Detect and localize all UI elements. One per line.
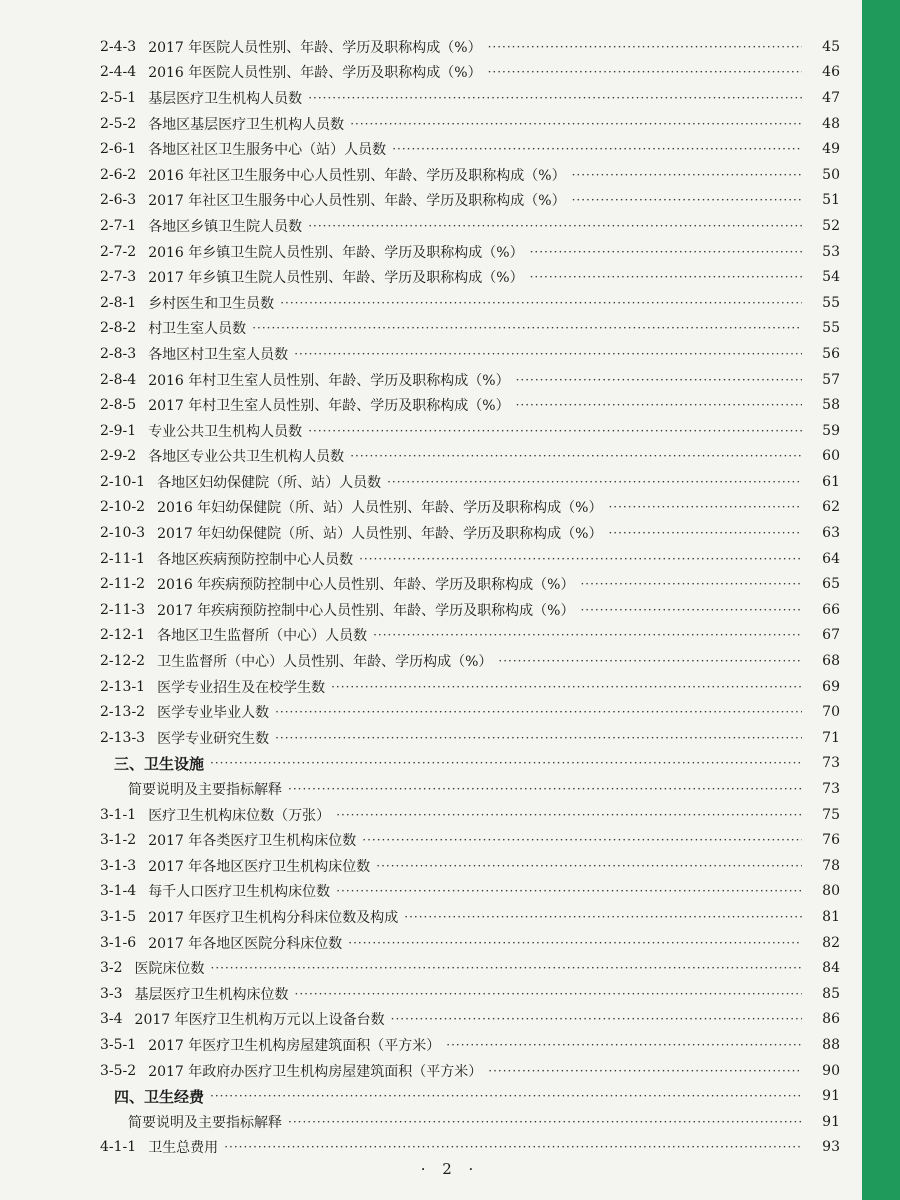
toc-entry-title: 各地区基层医疗卫生机构人员数	[148, 116, 345, 133]
toc-entry[interactable]	[100, 1032, 840, 1058]
toc-page-number: 63	[822, 525, 840, 542]
toc-entry[interactable]	[100, 802, 840, 828]
dot-leader	[530, 245, 802, 259]
toc-entry-title: 2016 年乡镇卫生院人员性别、年龄、学历及职称构成（%）	[148, 244, 524, 261]
dot-leader	[308, 424, 802, 438]
toc-entry-number: 2-4-3	[100, 38, 137, 55]
toc-entry[interactable]	[100, 213, 840, 239]
toc-entry[interactable]	[100, 955, 840, 981]
toc-entry[interactable]	[100, 444, 840, 470]
toc-entry-number: 2-11-2	[100, 576, 146, 593]
toc-entry-number: 2-10-2	[100, 499, 146, 516]
dot-leader	[252, 321, 802, 335]
toc-entry-title: 基层医疗卫生机构人员数	[148, 90, 303, 107]
toc-entry[interactable]	[100, 930, 840, 956]
toc-entry-title: 每千人口医疗卫生机构床位数	[148, 884, 331, 901]
toc-entry-number: 2-8-4	[100, 371, 137, 388]
page-number-folio: · 2 ·	[420, 1160, 480, 1178]
dot-leader	[498, 654, 802, 668]
toc-page-number: 69	[822, 678, 840, 695]
toc-entry-number: 2-10-3	[100, 525, 146, 542]
toc-page-number: 56	[822, 345, 840, 362]
toc-entry-title: 各地区专业公共卫生机构人员数	[148, 449, 345, 466]
toc-entry-number: 2-12-2	[100, 653, 146, 670]
toc-entry[interactable]	[100, 34, 840, 60]
toc-page-number: 62	[822, 499, 840, 516]
toc-entry-number: 2-6-3	[100, 192, 137, 209]
dot-leader	[376, 859, 802, 873]
dot-leader	[608, 526, 802, 540]
toc-entry-title: 2017 年社区卫生服务中心人员性别、年龄、学历及职称构成（%）	[148, 193, 566, 210]
toc-entry-number: 3-1-4	[100, 883, 137, 900]
toc-entry-title: 乡村医生和卫生员数	[148, 295, 275, 312]
toc-entry[interactable]	[100, 853, 840, 879]
toc-entry-title: 基层医疗卫生机构床位数	[134, 986, 289, 1003]
toc-entry-number: 2-8-5	[100, 397, 137, 414]
toc-entry-title: 2017 年医疗卫生机构万元以上设备台数	[134, 1012, 385, 1029]
toc-page-number: 88	[822, 1036, 840, 1053]
toc-entry-number: 3-2	[100, 960, 123, 977]
toc-entry-title: 2017 年疾病预防控制中心人员性别、年龄、学历及职称构成（%）	[157, 602, 575, 619]
toc-entry-title: 2017 年各类医疗卫生机构床位数	[148, 833, 357, 850]
toc-entry[interactable]	[100, 316, 840, 342]
dot-leader	[294, 347, 802, 361]
toc-entry[interactable]	[100, 188, 840, 214]
toc-page-number: 76	[822, 832, 840, 849]
toc-entry-number: 2-7-2	[100, 243, 137, 260]
toc-entry-number: 2-6-1	[100, 141, 137, 158]
dot-leader	[288, 1115, 802, 1129]
dot-leader	[350, 449, 802, 463]
toc-page-number: 73	[822, 781, 840, 798]
toc-entry[interactable]	[100, 239, 840, 265]
dot-leader	[348, 936, 802, 950]
dot-leader	[404, 910, 802, 924]
toc-entry-title: 2017 年妇幼保健院（所、站）人员性别、年龄、学历及职称构成（%）	[157, 526, 603, 543]
toc-entry-title: 卫生总费用	[148, 1140, 219, 1157]
toc-entry-number: 3-5-1	[100, 1036, 137, 1053]
toc-entry[interactable]	[100, 699, 840, 725]
toc-entry-number: 2-8-3	[100, 345, 137, 362]
toc-page-number: 86	[822, 1011, 840, 1028]
toc-page-number: 64	[822, 550, 840, 567]
toc-intro-entry[interactable]	[100, 1109, 840, 1135]
dot-leader	[572, 168, 802, 182]
toc-entry[interactable]	[100, 264, 840, 290]
toc-chapter-heading[interactable]	[100, 751, 840, 777]
toc-entry-title: 2017 年各地区医疗卫生机构床位数	[148, 858, 371, 875]
dot-leader	[211, 961, 802, 975]
toc-entry-number: 2-12-1	[100, 627, 146, 644]
toc-entry-title: 2016 年妇幼保健院（所、站）人员性别、年龄、学历及职称构成（%）	[157, 500, 603, 517]
toc-entry-title: 医学专业招生及在校学生数	[157, 679, 326, 696]
dot-leader	[210, 1089, 802, 1103]
dot-leader	[350, 117, 802, 131]
toc-page-number: 71	[822, 729, 840, 746]
toc-entry[interactable]	[100, 418, 840, 444]
toc-entry-title: 各地区乡镇卫生院人员数	[148, 218, 303, 235]
toc-entry-number: 2-8-1	[100, 294, 137, 311]
toc-entry-number: 2-13-2	[100, 704, 146, 721]
toc-entry-title: 各地区卫生监督所（中心）人员数	[157, 628, 368, 645]
toc-entry[interactable]	[100, 597, 840, 623]
toc-entry-title: 专业公共卫生机构人员数	[148, 423, 303, 440]
toc-entry[interactable]	[100, 341, 840, 367]
toc-entry-title: 2016 年医院人员性别、年龄、学历及职称构成（%）	[148, 65, 482, 82]
toc-entry-number: 3-1-6	[100, 934, 137, 951]
toc-entry-title: 2017 年各地区医院分科床位数	[148, 935, 343, 952]
toc-entry[interactable]	[100, 367, 840, 393]
toc-entry-title: 2016 年社区卫生服务中心人员性别、年龄、学历及职称构成（%）	[148, 167, 566, 184]
toc-entry[interactable]	[100, 495, 840, 521]
table-of-contents	[100, 34, 840, 1160]
toc-entry-number: 2-9-1	[100, 422, 137, 439]
toc-entry-title: 医学专业毕业人数	[157, 705, 270, 722]
dot-leader	[359, 552, 802, 566]
dot-leader	[488, 40, 802, 54]
toc-entry-number: 2-5-1	[100, 89, 137, 106]
toc-entry-number: 2-4-4	[100, 64, 137, 81]
toc-page-number: 48	[822, 115, 840, 132]
dot-leader	[446, 1038, 802, 1052]
dot-leader	[308, 91, 802, 105]
toc-entry[interactable]	[100, 469, 840, 495]
toc-page-number: 55	[822, 320, 840, 337]
toc-page-number: 58	[822, 397, 840, 414]
toc-entry[interactable]	[100, 546, 840, 572]
toc-entry[interactable]	[100, 392, 840, 418]
toc-entry-title: 各地区妇幼保健院（所、站）人员数	[157, 474, 382, 491]
toc-page-number: 67	[822, 627, 840, 644]
toc-page-number: 45	[822, 38, 840, 55]
toc-entry-number: 2-11-1	[100, 550, 146, 567]
dot-leader	[572, 193, 802, 207]
toc-entry[interactable]	[100, 111, 840, 137]
dot-leader	[530, 270, 802, 284]
toc-page-number: 47	[822, 89, 840, 106]
toc-entry-title: 医疗卫生机构床位数（万张）	[148, 807, 331, 824]
dot-leader	[488, 1064, 802, 1078]
toc-entry-title: 2017 年医疗卫生机构房屋建筑面积（平方米）	[148, 1037, 441, 1054]
dot-leader	[391, 1012, 802, 1026]
toc-entry[interactable]	[100, 1058, 840, 1084]
toc-entry[interactable]	[100, 85, 840, 111]
toc-entry-number: 3-1-5	[100, 908, 137, 925]
dot-leader	[288, 782, 802, 796]
toc-entry-title: 村卫生室人员数	[148, 321, 247, 338]
toc-intro-entry[interactable]	[100, 776, 840, 802]
dot-leader	[336, 808, 802, 822]
dot-leader	[373, 628, 802, 642]
toc-page-number: 60	[822, 448, 840, 465]
dot-leader	[387, 475, 802, 489]
toc-entry[interactable]	[100, 827, 840, 853]
toc-entry[interactable]	[100, 623, 840, 649]
toc-page-number: 80	[822, 883, 840, 900]
toc-entry-number: 3-4	[100, 1011, 123, 1028]
toc-page-number: 78	[822, 857, 840, 874]
toc-entry[interactable]	[100, 648, 840, 674]
toc-entry[interactable]	[100, 1135, 840, 1161]
toc-chapter-heading[interactable]	[100, 1083, 840, 1109]
toc-page-number: 85	[822, 985, 840, 1002]
dot-leader	[580, 603, 802, 617]
toc-entry[interactable]	[100, 1007, 840, 1033]
toc-page-number: 65	[822, 576, 840, 593]
toc-entry[interactable]	[100, 290, 840, 316]
toc-entry-number: 2-7-3	[100, 269, 137, 286]
toc-entry-title: 2017 年村卫生室人员性别、年龄、学历及职称构成（%）	[148, 398, 510, 415]
toc-entry[interactable]	[100, 162, 840, 188]
toc-entry-number: 2-6-2	[100, 166, 137, 183]
toc-page-number: 75	[822, 806, 840, 823]
toc-page-number: 46	[822, 64, 840, 81]
toc-page-number: 91	[822, 1088, 840, 1105]
toc-page-number: 59	[822, 422, 840, 439]
toc-page-number: 68	[822, 653, 840, 670]
toc-page-number: 81	[822, 908, 840, 925]
toc-entry[interactable]	[100, 571, 840, 597]
toc-entry-number: 3-3	[100, 985, 123, 1002]
toc-entry-title: 简要说明及主要指标解释	[128, 1114, 282, 1131]
toc-entry-title: 2017 年医疗卫生机构分科床位数及构成	[148, 909, 399, 926]
toc-page-number: 51	[822, 192, 840, 209]
toc-entry-title: 各地区村卫生室人员数	[148, 346, 289, 363]
dot-leader	[275, 705, 802, 719]
toc-entry-number: 3-5-2	[100, 1062, 137, 1079]
toc-entry-number: 4-1-1	[100, 1139, 137, 1156]
toc-entry-title: 三、卫生设施	[114, 754, 205, 773]
toc-entry[interactable]	[100, 520, 840, 546]
toc-page-number: 82	[822, 934, 840, 951]
toc-entry[interactable]	[100, 136, 840, 162]
toc-page-number: 49	[822, 141, 840, 158]
toc-page-number: 61	[822, 473, 840, 490]
toc-entry-title: 2017 年政府办医疗卫生机构房屋建筑面积（平方米）	[148, 1063, 483, 1080]
toc-page-number: 70	[822, 704, 840, 721]
toc-entry-title: 医院床位数	[134, 961, 205, 978]
toc-entry[interactable]	[100, 60, 840, 86]
toc-entry[interactable]	[100, 674, 840, 700]
toc-entry-title: 2016 年疾病预防控制中心人员性别、年龄、学历及职称构成（%）	[157, 577, 575, 594]
toc-page-number: 55	[822, 294, 840, 311]
toc-page-number: 84	[822, 960, 840, 977]
toc-entry-title: 2016 年村卫生室人员性别、年龄、学历及职称构成（%）	[148, 372, 510, 389]
toc-entry-number: 2-5-2	[100, 115, 137, 132]
toc-page-number: 50	[822, 166, 840, 183]
toc-entry[interactable]	[100, 879, 840, 905]
toc-entry-title: 卫生监督所（中心）人员性别、年龄、学历构成（%）	[157, 654, 493, 671]
dot-leader	[516, 398, 802, 412]
dot-leader	[280, 296, 802, 310]
toc-entry-title: 简要说明及主要指标解释	[128, 782, 282, 799]
toc-entry[interactable]	[100, 725, 840, 751]
toc-entry-number: 2-8-2	[100, 320, 137, 337]
dot-leader	[392, 142, 802, 156]
dot-leader	[488, 65, 802, 79]
toc-page-number: 73	[822, 755, 840, 772]
dot-leader	[210, 756, 802, 770]
toc-page-number: 53	[822, 243, 840, 260]
toc-page-number: 91	[822, 1113, 840, 1130]
dot-leader	[608, 500, 802, 514]
toc-page-number: 90	[822, 1062, 840, 1079]
toc-page-number: 66	[822, 601, 840, 618]
toc-entry[interactable]	[100, 981, 840, 1007]
page-edge-bar	[862, 0, 900, 1200]
toc-entry-number: 2-11-3	[100, 601, 146, 618]
toc-entry-title: 四、卫生经费	[114, 1087, 205, 1106]
dot-leader	[580, 577, 802, 591]
toc-entry-number: 2-9-2	[100, 448, 137, 465]
toc-page-number: 57	[822, 371, 840, 388]
dot-leader	[336, 884, 802, 898]
toc-entry-number: 3-1-1	[100, 806, 137, 823]
dot-leader	[224, 1140, 802, 1154]
toc-entry-title: 2017 年乡镇卫生院人员性别、年龄、学历及职称构成（%）	[148, 270, 524, 287]
toc-page-number: 93	[822, 1139, 840, 1156]
toc-entry-number: 2-7-1	[100, 217, 137, 234]
toc-entry-number: 3-1-2	[100, 832, 137, 849]
dot-leader	[295, 987, 802, 1001]
dot-leader	[275, 731, 802, 745]
dot-leader	[331, 680, 802, 694]
toc-entry[interactable]	[100, 904, 840, 930]
toc-entry-number: 2-10-1	[100, 473, 146, 490]
toc-entry-number: 2-13-1	[100, 678, 146, 695]
toc-page-number: 52	[822, 217, 840, 234]
dot-leader	[362, 833, 802, 847]
toc-page-number: 54	[822, 269, 840, 286]
toc-entry-title: 各地区社区卫生服务中心（站）人员数	[148, 142, 387, 159]
toc-entry-title: 医学专业研究生数	[157, 730, 270, 747]
toc-entry-title: 各地区疾病预防控制中心人员数	[157, 551, 354, 568]
toc-entry-number: 2-13-3	[100, 729, 146, 746]
dot-leader	[516, 373, 802, 387]
toc-entry-title: 2017 年医院人员性别、年龄、学历及职称构成（%）	[148, 39, 482, 56]
toc-entry-number: 3-1-3	[100, 857, 137, 874]
dot-leader	[308, 219, 802, 233]
